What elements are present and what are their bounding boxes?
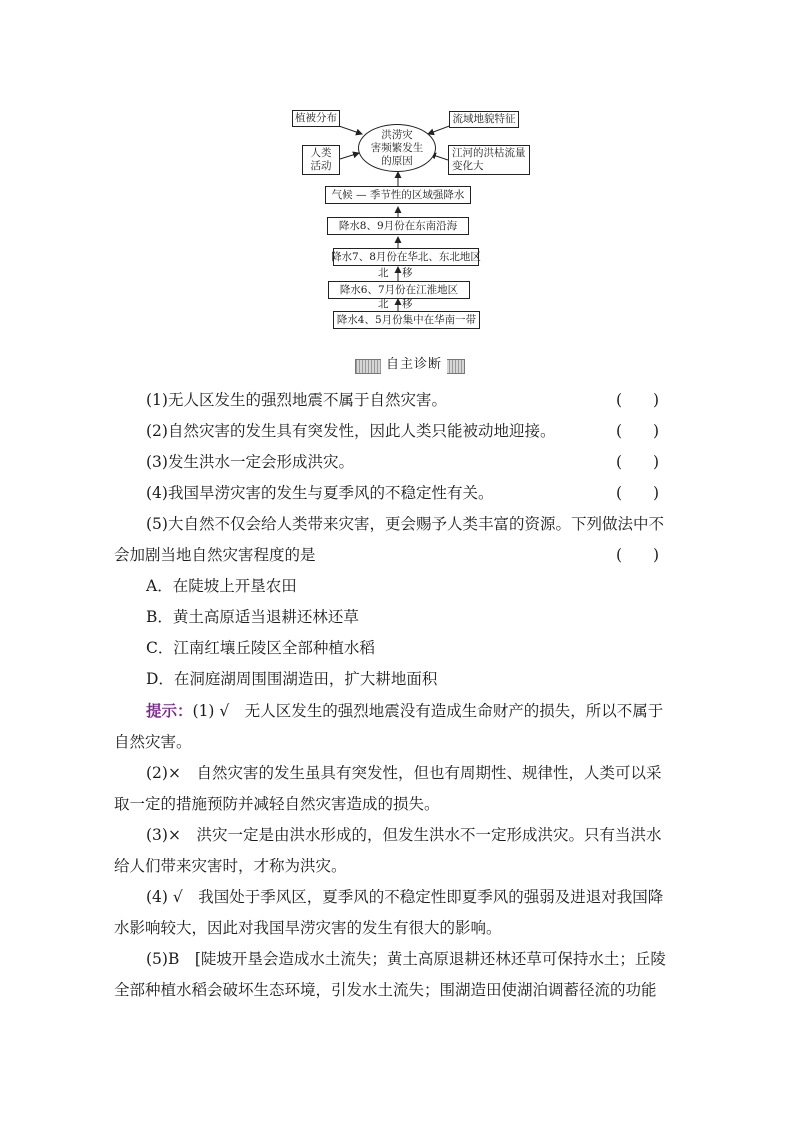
box-human-line1: 人类 bbox=[310, 147, 332, 159]
answer-blank-3: ( ) bbox=[616, 453, 660, 471]
option-a: A．在陡坡上开垦农田 bbox=[146, 577, 297, 595]
hint-4-line1: (4) √ 我国处于季风区，夏季风的不稳定性即夏季风的强弱及进退对我国降 bbox=[146, 888, 664, 906]
box-rain-jul-aug: 降水7、8月份在华北、东北地区 bbox=[333, 248, 479, 266]
box-climate: 气候 — 季节性的区域强降水 bbox=[325, 186, 471, 204]
question-2: (2)自然灾害的发生具有突发性，因此人类只能被动地迎接。 bbox=[146, 422, 556, 440]
hint-1-text: (1) √ 无人区发生的强烈地震没有造成生命财产的损失，所以不属于 bbox=[192, 702, 664, 720]
answer-blank-1: ( ) bbox=[616, 391, 660, 409]
hint-3-line2: 给人们带来灾害时，才称为洪灾。 bbox=[114, 857, 347, 875]
box-rain-jun-jul: 降水6、7月份在江淮地区 bbox=[328, 281, 470, 299]
box-rain-apr-may: 降水4、5月份集中在华南一带 bbox=[333, 311, 480, 329]
hint-3-line1: (3)× 洪灾一定是由洪水形成的，但发生洪水不一定形成洪灾。只有当洪水 bbox=[146, 826, 662, 844]
oval-center bbox=[358, 124, 436, 172]
question-5-line1: (5)大自然不仅会给人类带来灾害，更会赐予人类丰富的资源。下列做法中不 bbox=[146, 515, 664, 533]
hint-5-line2: 全部种植水稻会破坏生态环境，引发水土流失；围湖造田使湖泊调蓄径流的功能 bbox=[114, 981, 657, 999]
oval-line1: 洪涝灾 bbox=[381, 128, 413, 141]
oval-line3: 的原因 bbox=[381, 154, 413, 167]
oval-line2: 害频繁发生 bbox=[370, 141, 424, 154]
hint-5-line1: (5)B [陡坡开垦会造成水土流失；黄土高原退耕还林还草可保持水土；丘陵 bbox=[146, 950, 666, 968]
hint-4-line2: 水影响较大，因此对我国旱涝灾害的发生有很大的影响。 bbox=[114, 919, 502, 937]
box-human-activity bbox=[302, 145, 340, 175]
question-4: (4)我国旱涝灾害的发生与夏季风的不稳定性有关。 bbox=[146, 484, 494, 502]
option-b: B．黄土高原适当退耕还林还草 bbox=[146, 608, 359, 626]
label-move-2: 移 bbox=[402, 298, 413, 310]
option-d: D．在洞庭湖周围围湖造田，扩大耕地面积 bbox=[146, 670, 438, 688]
answer-blank-2: ( ) bbox=[616, 422, 660, 440]
box-landform: 流域地貌特征 bbox=[449, 111, 519, 128]
label-north-2: 北 bbox=[378, 298, 389, 310]
hint-2-line2: 取一定的措施预防并减轻自然灾害造成的损失。 bbox=[114, 795, 440, 813]
box-river-flow bbox=[448, 145, 530, 175]
box-vegetation: 植被分布 bbox=[292, 110, 340, 127]
box-rain-aug-sep: 降水8、9月份在东南沿海 bbox=[327, 217, 469, 235]
question-5-line2: 会加剧当地自然灾害程度的是 bbox=[114, 546, 316, 564]
section-title: 自主诊断 bbox=[381, 356, 447, 374]
flood-cause-diagram bbox=[0, 0, 794, 340]
label-move-1: 移 bbox=[402, 267, 413, 279]
arrow-human bbox=[340, 153, 359, 159]
question-3: (3)发生洪水一定会形成洪灾。 bbox=[146, 453, 354, 471]
label-north-1: 北 bbox=[378, 267, 389, 279]
hint-label: 提示： bbox=[146, 701, 193, 720]
option-c: C．江南红壤丘陵区全部种植水稻 bbox=[146, 639, 375, 657]
box-human-line2: 活动 bbox=[310, 160, 332, 172]
question-1: (1)无人区发生的强烈地震不属于自然灾害。 bbox=[146, 391, 447, 409]
answer-blank-5: ( ) bbox=[616, 546, 660, 564]
hint-2-line1: (2)× 自然灾害的发生虽具有突发性，但也有周期性、规律性，人类可以采 bbox=[146, 764, 662, 782]
hint-1-line2: 自然灾害。 bbox=[114, 733, 192, 751]
answer-blank-4: ( ) bbox=[616, 484, 660, 502]
box-river-line2: 变化大 bbox=[452, 160, 484, 172]
box-river-line1: 江河的洪枯流量 bbox=[452, 147, 526, 159]
section-header bbox=[355, 356, 465, 374]
hint-1-line1 bbox=[146, 701, 663, 721]
